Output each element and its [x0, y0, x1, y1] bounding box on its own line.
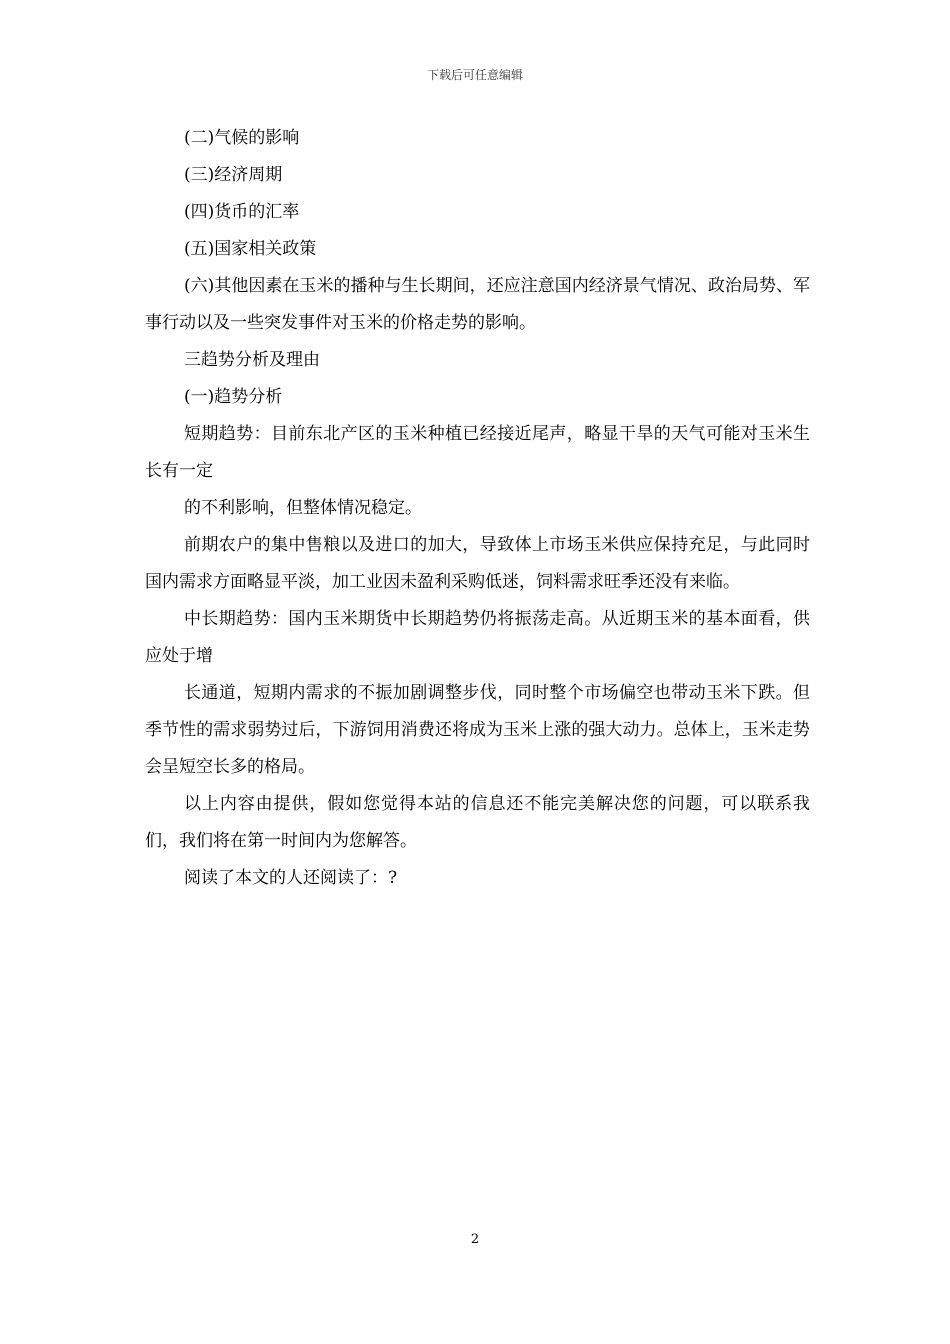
paragraph-climate: (二)气候的影响 [184, 128, 300, 148]
paragraph-other-factors: (六)其他因素在玉米的播种与生长期间，还应注意国内经济景气情况、政治局势、军事行动以及一些突发事件对玉米的价格走势的影响。 [145, 276, 810, 333]
paragraph-exchange-rate: (四)货币的汇率 [184, 202, 300, 222]
paragraph-related-reading: 阅读了本文的人还阅读了：? [184, 868, 398, 888]
paragraph-long-term-cont: 长通道，短期内需求的不振加剧调整步伐，同时整个市场偏空也带动玉米下跌。但季节性的需求弱势过后，下游饲用消费还将成为玉米上涨的强大动力。总体上，玉米走势会呈短空长多的格局。 [145, 683, 810, 777]
subheading-trend-analysis: (一)趋势分析 [184, 387, 283, 407]
paragraph-policy: (五)国家相关政策 [184, 239, 317, 259]
page-number: 2 [470, 1232, 480, 1247]
paragraph-short-term-cont: 的不利影响，但整体情况稳定。 [184, 498, 422, 518]
paragraph-supply: 前期农户的集中售粮以及进口的加大，导致体上市场玉米供应保持充足，与此同时国内需求方面略显平淡，加工业因未盈利采购低迷，饲料需求旺季还没有来临。 [145, 535, 810, 592]
section-heading-trend: 三趋势分析及理由 [184, 350, 320, 370]
paragraph-short-term: 短期趋势：目前东北产区的玉米种植已经接近尾声，略显干旱的天气可能对玉米生长有一定 [145, 424, 810, 481]
paragraph-long-term: 中长期趋势：国内玉米期货中长期趋势仍将振荡走高。从近期玉米的基本面看，供应处于增 [145, 609, 810, 666]
paragraph-contact: 以上内容由提供，假如您觉得本站的信息还不能完美解决您的问题，可以联系我们，我们将在第一时间内为您解答。 [145, 794, 810, 851]
document-body [145, 120, 810, 897]
paragraph-economic-cycle: (三)经济周期 [184, 165, 283, 185]
page-header: 下载后可任意编辑 [426, 68, 523, 82]
